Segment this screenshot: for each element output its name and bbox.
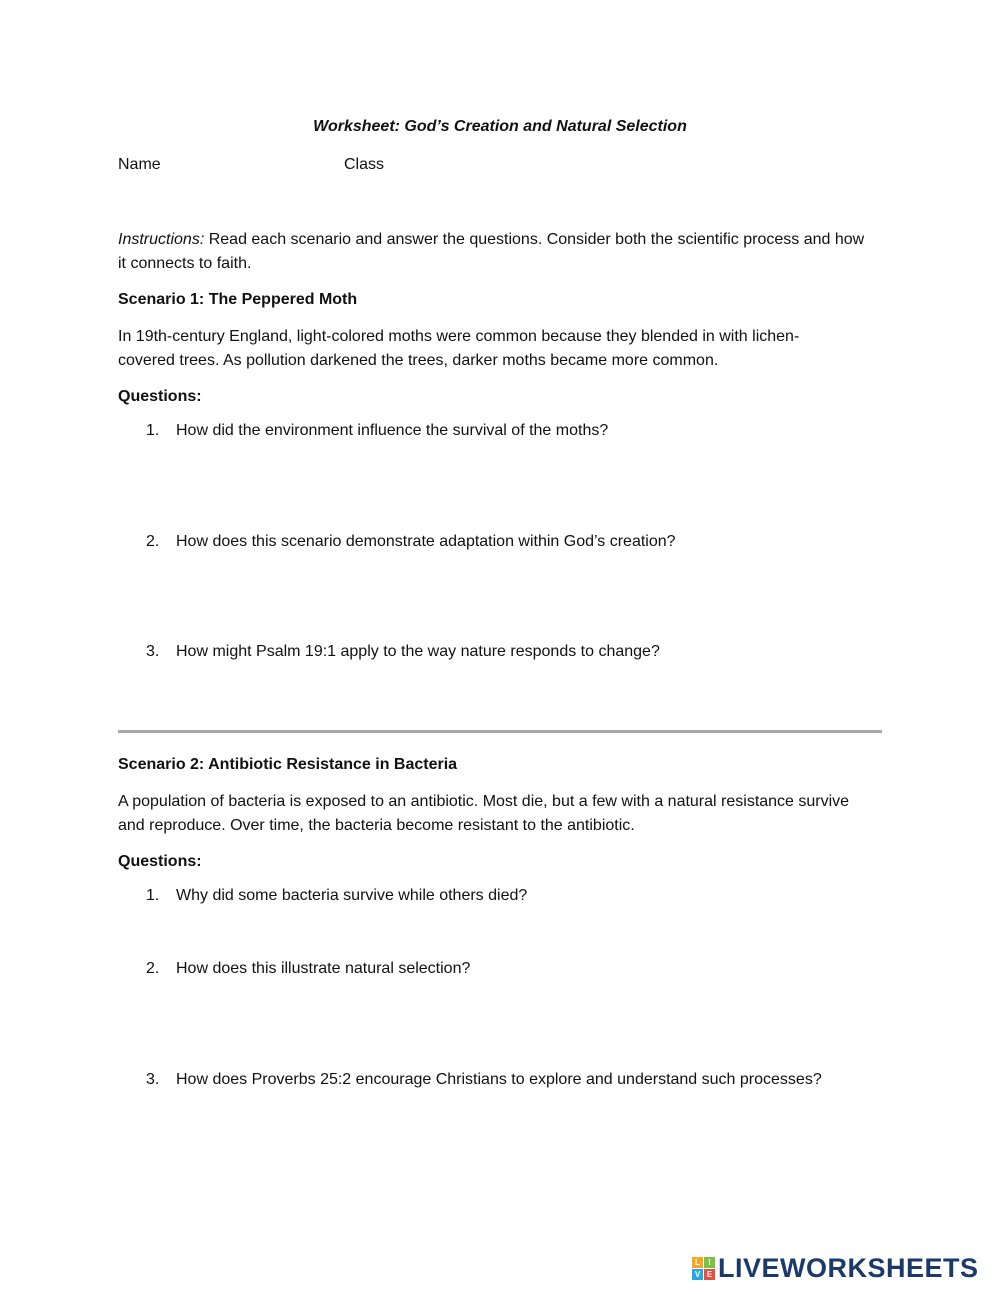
scenario2-heading: Scenario 2: Antibiotic Resistance in Bacteria: [118, 756, 458, 773]
logo-tile: V: [692, 1269, 703, 1280]
section-divider: [118, 730, 882, 733]
worksheet-title: Worksheet: God’s Creation and Natural Selection: [313, 118, 687, 135]
scenario2-text-line2: and reproduce. Over time, the bacteria become resistant to the antibiotic.: [118, 817, 635, 834]
question-number: 3.: [146, 1071, 160, 1088]
question-number: 3.: [146, 643, 160, 660]
logo-tile: I: [704, 1257, 715, 1268]
question-text: How does this illustrate natural selection?: [176, 960, 471, 977]
logo-text: LIVEWORKSHEETS: [718, 1252, 979, 1283]
question-text: How did the environment influence the survival of the moths?: [176, 422, 609, 439]
instructions-label: Instructions:: [118, 231, 205, 248]
scenario1-text: [118, 325, 886, 373]
question-text: How might Psalm 19:1 apply to the way nature responds to change?: [176, 643, 660, 660]
class-label: Class: [344, 156, 385, 173]
question-text: How does this scenario demonstrate adaptation within God’s creation?: [176, 533, 676, 550]
question-number: 2.: [146, 533, 160, 550]
question-number: 1.: [146, 887, 160, 904]
logo-tiles-icon: [692, 1257, 715, 1280]
question-number: 1.: [146, 422, 160, 439]
scenario1-heading: Scenario 1: The Peppered Moth: [118, 291, 358, 308]
liveworksheets-logo[interactable]: [692, 1253, 979, 1283]
question-text: Why did some bacteria survive while others died?: [176, 887, 528, 904]
scenario1-text-line1: In 19th-century England, light-colored moths were common because they blended in with lichen-: [118, 328, 800, 345]
question-text: How does Proverbs 25:2 encourage Christians to explore and understand such processes?: [176, 1071, 822, 1088]
instructions-line1: Read each scenario and answer the questions. Consider both the scientific process and how: [204, 231, 865, 248]
scenario2-text-line1: A population of bacteria is exposed to an antibiotic. Most die, but a few with a natural resistance survive: [118, 793, 850, 810]
scenario1-text-line2: covered trees. As pollution darkened the trees, darker moths became more common.: [118, 352, 719, 369]
scenario1-questions-label: Questions:: [118, 388, 202, 405]
scenario2-text: [118, 790, 886, 838]
logo-tile: E: [704, 1269, 715, 1280]
name-label: Name: [118, 156, 161, 173]
logo-tile: L: [692, 1257, 703, 1268]
scenario2-questions-label: Questions:: [118, 853, 202, 870]
instructions-line2: it connects to faith.: [118, 255, 252, 272]
instructions: [118, 228, 886, 276]
question-number: 2.: [146, 960, 160, 977]
